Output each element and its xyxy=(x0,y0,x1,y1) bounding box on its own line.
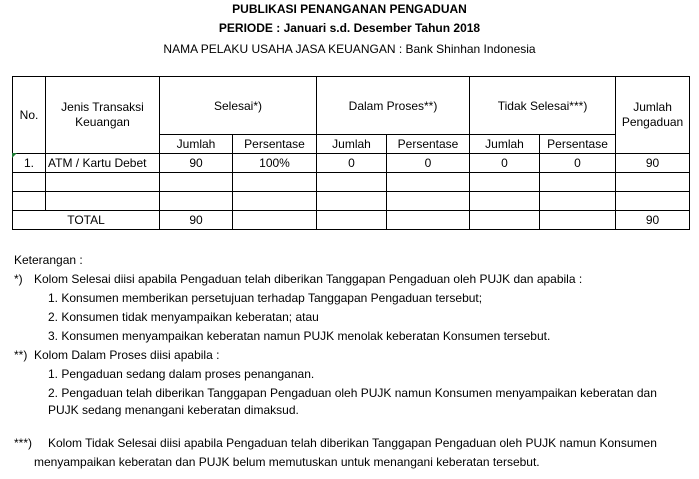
cell-jenis: ATM / Kartu Debet xyxy=(46,154,160,173)
subheader-proses-jumlah: Jumlah xyxy=(317,135,387,154)
note-2-item: PUJK sedang menangani keberatan dimaksud. xyxy=(48,403,299,417)
header-jenis: Jenis Transaksi Keuangan xyxy=(46,77,160,154)
cell-tidak-persentase: 0 xyxy=(540,154,616,173)
subheader-selesai-jumlah: Jumlah xyxy=(160,135,233,154)
cell-selesai-persentase: 100% xyxy=(233,154,317,173)
header-proses: Dalam Proses**) xyxy=(317,77,470,135)
note-1-text: Kolom Selesai diisi apabila Pengaduan telah diberikan Tanggapan Pengaduan oleh PUJK dan apabila : xyxy=(34,272,583,286)
cell-tidak-jumlah: 0 xyxy=(470,154,540,173)
table-row xyxy=(13,154,690,173)
note-1-mark: *) xyxy=(14,272,23,286)
note-1-item: 1. Konsumen memberikan persetujuan terhadap Tanggapan Pengaduan tersebut; xyxy=(48,291,483,305)
institution-name: NAMA PELAKU USAHA JASA KEUANGAN : Bank Shinhan Indonesia xyxy=(163,42,536,56)
cell-proses-jumlah: 0 xyxy=(317,154,387,173)
cell-no: 1. xyxy=(13,154,46,173)
table-row-empty xyxy=(13,173,690,192)
note-2-item: 1. Pengaduan sedang dalam proses penanganan. xyxy=(48,367,315,381)
note-2-item: 2. Pengaduan telah diberikan Tanggapan Pengaduan oleh PUJK namun Konsumen menyampaikan keberatan dan xyxy=(48,386,657,400)
cell-selesai-jumlah: 90 xyxy=(160,154,233,173)
total-jumlah-pengaduan: 90 xyxy=(616,211,690,230)
table-row-empty xyxy=(13,192,690,211)
cell-marker-icon xyxy=(12,153,17,158)
note-3-text: Kolom Tidak Selesai diisi apabila Pengaduan telah diberikan Tanggapan Pengaduan oleh PUJK namun Konsumen xyxy=(48,436,657,450)
report-period: PERIODE : Januari s.d. Desember Tahun 2018 xyxy=(218,21,481,35)
note-2-text: Kolom Dalam Proses diisi apabila : xyxy=(34,348,220,362)
note-1-item: 3. Konsumen menyampaikan keberatan namun PUJK menolak keberatan Konsumen tersebut. xyxy=(48,329,551,343)
report-title: PUBLIKASI PENANGANAN PENGADUAN xyxy=(232,2,467,16)
note-2-mark: **) xyxy=(14,348,28,362)
subheader-selesai-persentase: Persentase xyxy=(233,135,317,154)
subheader-proses-persentase: Persentase xyxy=(387,135,470,154)
cell-jumlah-pengaduan: 90 xyxy=(616,154,690,173)
subheader-tidak-jumlah: Jumlah xyxy=(470,135,540,154)
header-jumlah-pengaduan: Jumlah Pengaduan xyxy=(616,77,690,154)
cell-proses-persentase: 0 xyxy=(387,154,470,173)
total-label: TOTAL xyxy=(13,211,160,230)
note-3-mark: ***) xyxy=(14,436,33,450)
total-selesai-jumlah: 90 xyxy=(160,211,233,230)
header-tidak-selesai: Tidak Selesai***) xyxy=(470,77,616,135)
subheader-tidak-persentase: Persentase xyxy=(540,135,616,154)
note-1-item: 2. Konsumen tidak menyampaikan keberatan; atau xyxy=(48,310,319,324)
table-header-row xyxy=(13,77,690,135)
complaints-table xyxy=(12,76,690,230)
note-3-text: menyampaikan keberatan dan PUJK belum memutuskan untuk menangani keberatan tersebut. xyxy=(34,455,540,469)
notes-heading: Keterangan : xyxy=(14,253,83,267)
table-total-row xyxy=(13,211,690,230)
header-selesai: Selesai*) xyxy=(160,77,317,135)
header-no: No. xyxy=(13,77,46,154)
